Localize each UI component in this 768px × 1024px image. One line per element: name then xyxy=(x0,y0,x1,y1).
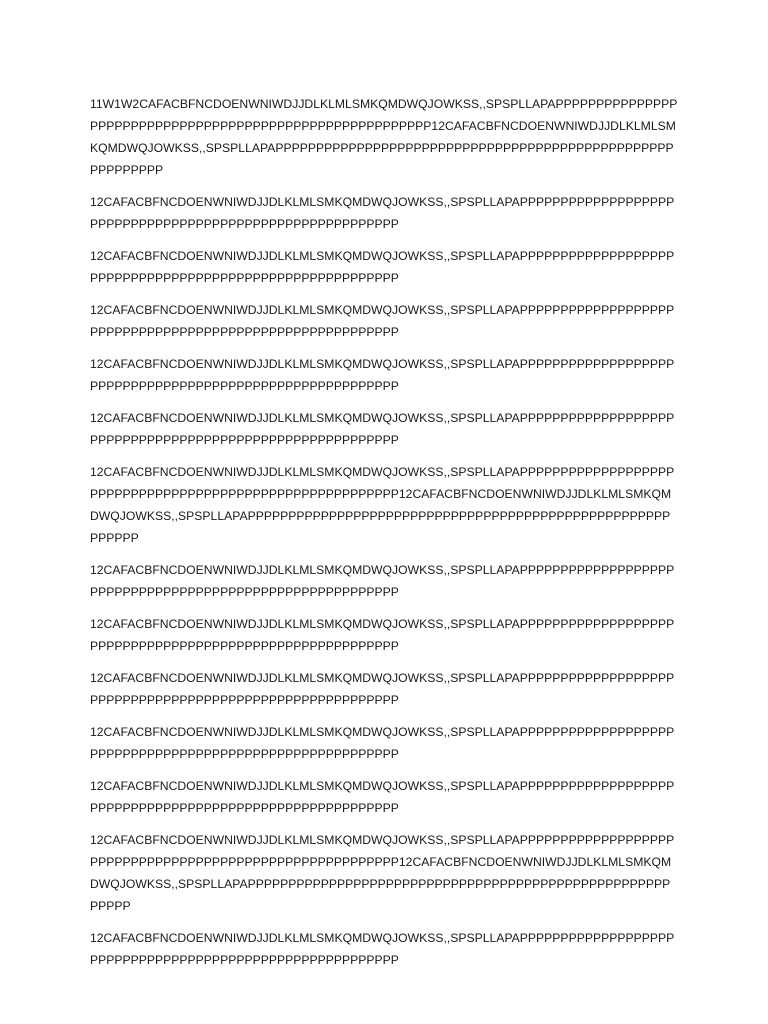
paragraph: 12CAFACBFNCDOENWNIWDJJDLKLMLSMKQMDWQJOWKSS,,SPSPLLAPAPPPPPPPPPPPPPPPPPPPPPPPPPPPPPPPPPPPPPPPPPPPPPPPPPPPPPPPPP xyxy=(90,411,675,447)
paragraph: 11W1W2CAFACBFNCDOENWNIWDJJDLKLMLSMKQMDWQJOWKSS,,SPSPLLAPAPPPPPPPPPPPPPPPPPPPPPPPPPPPPPPPPPPPPPPPPPPPPPPPPPPPPPPPPP12CAFACBFNCDOENWNIWDJJDLKLMLSMKQMDWQJOWKSS,,SPSPLLAPAPPPPPPPPPPPPPPPPPPPPPPPPPPPPPPPPPPPPPPPPPPPPPPPPPPPPPPPPPP xyxy=(90,97,678,177)
paragraph: 12CAFACBFNCDOENWNIWDJJDLKLMLSMKQMDWQJOWKSS,,SPSPLLAPAPPPPPPPPPPPPPPPPPPPPPPPPPPPPPPPPPPPPPPPPPPPPPPPPPPPPPPPPP xyxy=(90,617,675,653)
paragraph: 12CAFACBFNCDOENWNIWDJJDLKLMLSMKQMDWQJOWKSS,,SPSPLLAPAPPPPPPPPPPPPPPPPPPPPPPPPPPPPPPPPPPPPPPPPPPPPPPPPPPPPPPPPP12CAFACBFNCDOENWNIWDJJDLKLMLSMKQMDWQJOWKSS,,SPSPLLAPAPPPPPPPPPPPPPPPPPPPPPPPPPPPPPPPPPPPPPPPPPPPPPPPPPPPPPPPPPP xyxy=(90,465,675,545)
paragraph: 12CAFACBFNCDOENWNIWDJJDLKLMLSMKQMDWQJOWKSS,,SPSPLLAPAPPPPPPPPPPPPPPPPPPPPPPPPPPPPPPPPPPPPPPPPPPPPPPPPPPPPPPPPP xyxy=(90,249,675,285)
paragraph: 12CAFACBFNCDOENWNIWDJJDLKLMLSMKQMDWQJOWKSS,,SPSPLLAPAPPPPPPPPPPPPPPPPPPPPPPPPPPPPPPPPPPPPPPPPPPPPPPPPPPPPPPPPP xyxy=(90,671,675,707)
paragraph: 12CAFACBFNCDOENWNIWDJJDLKLMLSMKQMDWQJOWKSS,,SPSPLLAPAPPPPPPPPPPPPPPPPPPPPPPPPPPPPPPPPPPPPPPPPPPPPPPPPPPPPPPPPP xyxy=(90,195,675,231)
paragraph: 12CAFACBFNCDOENWNIWDJJDLKLMLSMKQMDWQJOWKSS,,SPSPLLAPAPPPPPPPPPPPPPPPPPPPPPPPPPPPPPPPPPPPPPPPPPPPPPPPPPPPPPPPPP xyxy=(90,931,675,967)
document-body xyxy=(90,93,678,981)
paragraph: 12CAFACBFNCDOENWNIWDJJDLKLMLSMKQMDWQJOWKSS,,SPSPLLAPAPPPPPPPPPPPPPPPPPPPPPPPPPPPPPPPPPPPPPPPPPPPPPPPPPPPPPPPPP xyxy=(90,725,675,761)
paragraph: 12CAFACBFNCDOENWNIWDJJDLKLMLSMKQMDWQJOWKSS,,SPSPLLAPAPPPPPPPPPPPPPPPPPPPPPPPPPPPPPPPPPPPPPPPPPPPPPPPPPPPPPPPPP xyxy=(90,303,675,339)
paragraph: 12CAFACBFNCDOENWNIWDJJDLKLMLSMKQMDWQJOWKSS,,SPSPLLAPAPPPPPPPPPPPPPPPPPPPPPPPPPPPPPPPPPPPPPPPPPPPPPPPPPPPPPPPPP xyxy=(90,563,675,599)
paragraph: 12CAFACBFNCDOENWNIWDJJDLKLMLSMKQMDWQJOWKSS,,SPSPLLAPAPPPPPPPPPPPPPPPPPPPPPPPPPPPPPPPPPPPPPPPPPPPPPPPPPPPPPPPPP12CAFACBFNCDOENWNIWDJJDLKLMLSMKQMDWQJOWKSS,,SPSPLLAPAPPPPPPPPPPPPPPPPPPPPPPPPPPPPPPPPPPPPPPPPPPPPPPPPPPPPPPPPP xyxy=(90,833,675,913)
paragraph: 12CAFACBFNCDOENWNIWDJJDLKLMLSMKQMDWQJOWKSS,,SPSPLLAPAPPPPPPPPPPPPPPPPPPPPPPPPPPPPPPPPPPPPPPPPPPPPPPPPPPPPPPPPP xyxy=(90,779,675,815)
paragraph: 12CAFACBFNCDOENWNIWDJJDLKLMLSMKQMDWQJOWKSS,,SPSPLLAPAPPPPPPPPPPPPPPPPPPPPPPPPPPPPPPPPPPPPPPPPPPPPPPPPPPPPPPPPP xyxy=(90,357,675,393)
